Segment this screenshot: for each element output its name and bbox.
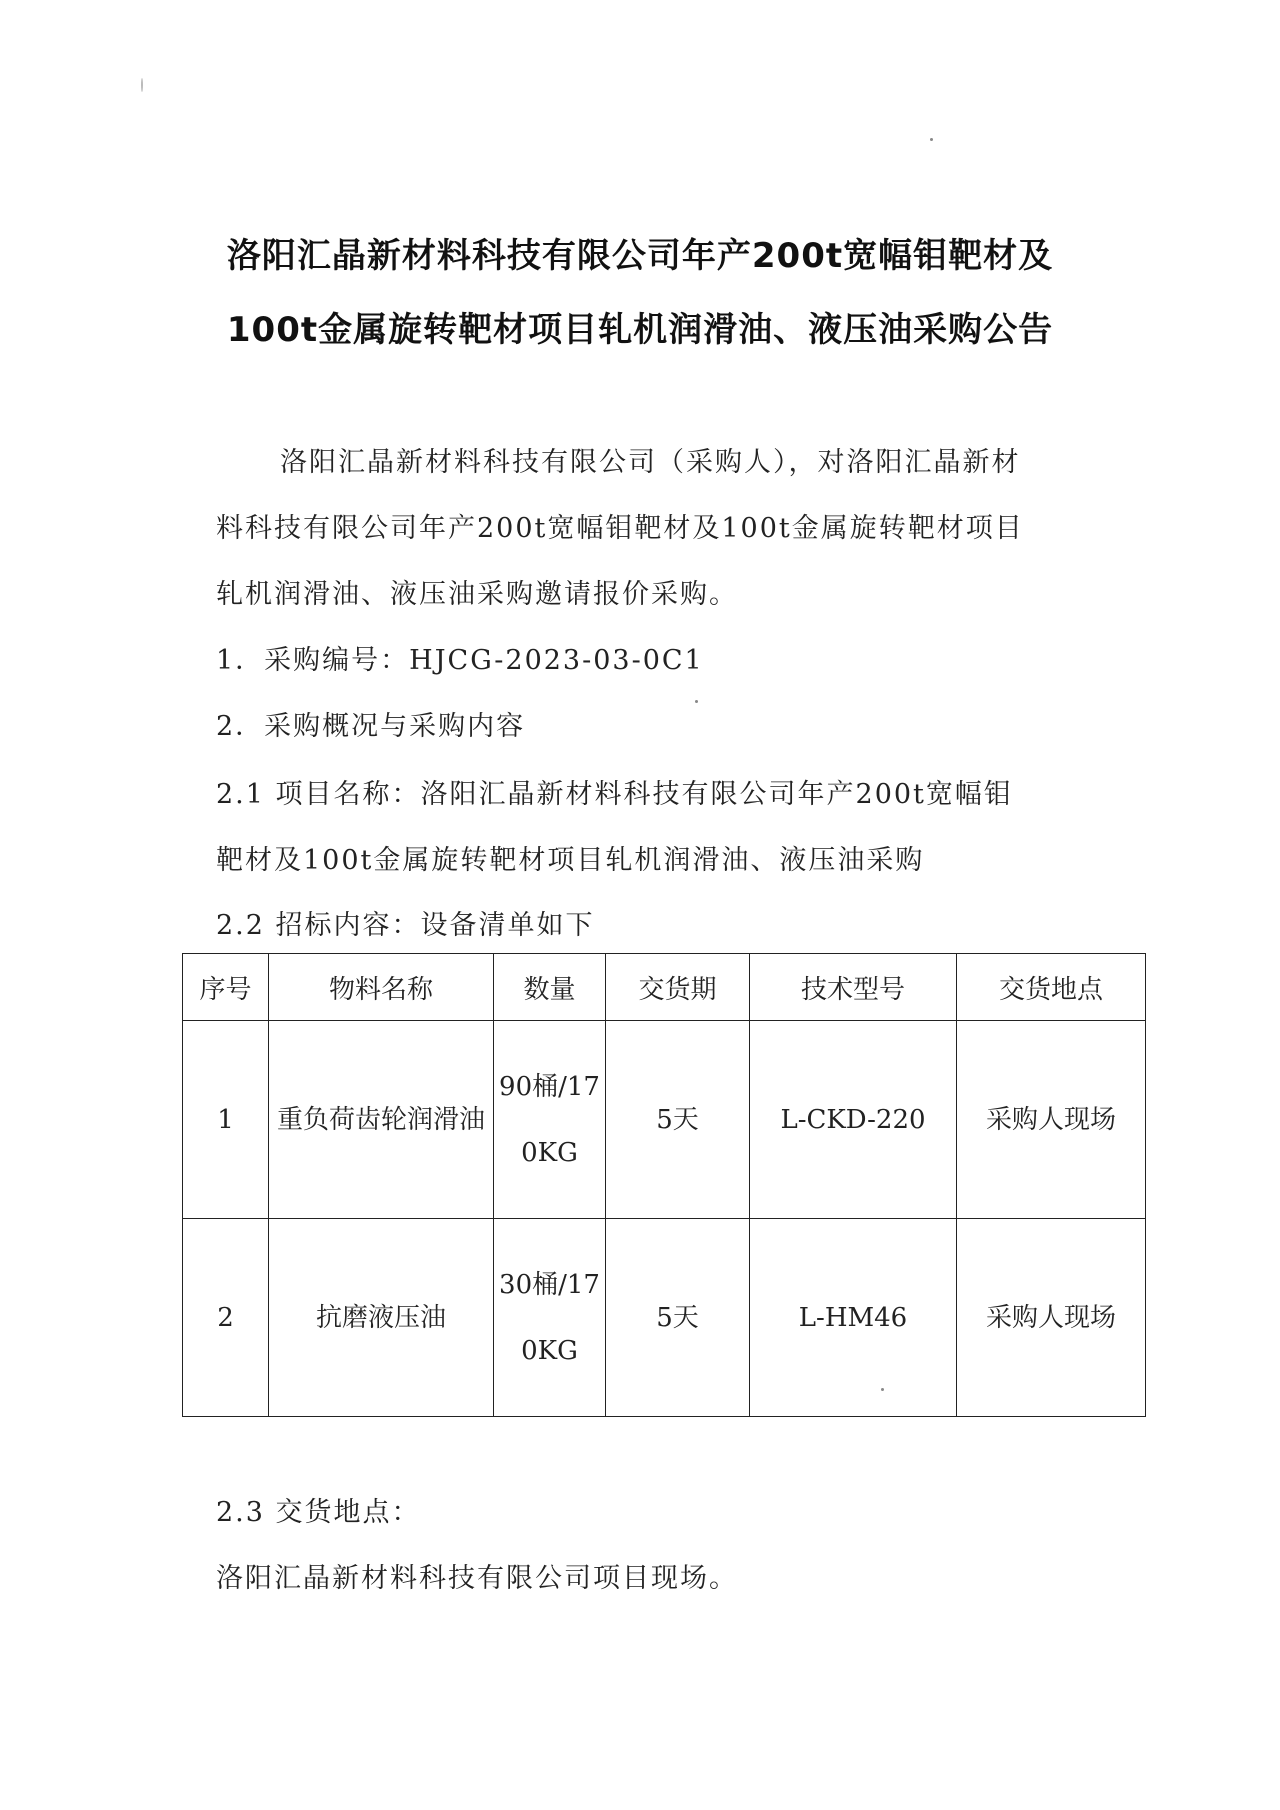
equipment-table [182, 953, 1146, 1417]
intro-paragraph-line-3: 轧机润滑油、液压油采购邀请报价采购。 [216, 579, 738, 610]
row-quantity: 30桶/170KG [494, 1219, 606, 1417]
row-model: L-HM46 [750, 1219, 957, 1417]
header-delivery-place: 交货地点 [957, 954, 1146, 1021]
document-title-line-2: 100t金属旋转靶材项目轧机润滑油、液压油采购公告 [226, 310, 1054, 350]
row-delivery-place: 采购人现场 [957, 1219, 1146, 1417]
project-name-line-1: 2.1 项目名称：洛阳汇晶新材料科技有限公司年产200t宽幅钼 [216, 779, 1013, 810]
scan-speck [141, 78, 143, 92]
row-serial: 2 [183, 1219, 269, 1417]
document-title-line-1: 洛阳汇晶新材料科技有限公司年产200t宽幅钼靶材及 [226, 236, 1054, 276]
intro-paragraph-line-1: 洛阳汇晶新材料科技有限公司（采购人），对洛阳汇晶新材 [280, 447, 1021, 478]
header-delivery-period: 交货期 [606, 954, 750, 1021]
section-2-heading: 2．采购概况与采购内容 [216, 711, 526, 742]
header-quantity: 数量 [494, 954, 606, 1021]
header-material-name: 物料名称 [269, 954, 494, 1021]
table-row [183, 1219, 1146, 1417]
header-serial: 序号 [183, 954, 269, 1021]
table-header-row [183, 954, 1146, 1021]
row-quantity: 90桶/170KG [494, 1021, 606, 1219]
procurement-number: 1．采购编号：HJCG-2023-03-0C1 [216, 645, 704, 676]
delivery-location-heading: 2.3 交货地点： [216, 1497, 421, 1528]
row-serial: 1 [183, 1021, 269, 1219]
tender-content: 2.2 招标内容：设备清单如下 [216, 910, 595, 941]
row-delivery-period: 5天 [606, 1219, 750, 1417]
intro-paragraph-line-2: 料科技有限公司年产200t宽幅钼靶材及100t金属旋转靶材项目 [216, 513, 1024, 544]
row-material-name: 重负荷齿轮润滑油 [269, 1021, 494, 1219]
row-delivery-period: 5天 [606, 1021, 750, 1219]
project-name-line-2: 靶材及100t金属旋转靶材项目轧机润滑油、液压油采购 [216, 845, 925, 876]
row-delivery-place: 采购人现场 [957, 1021, 1146, 1219]
scan-speck [881, 1388, 884, 1391]
scan-speck [930, 138, 933, 141]
scan-speck [695, 700, 698, 703]
delivery-location-text: 洛阳汇晶新材料科技有限公司项目现场。 [216, 1563, 738, 1594]
row-material-name: 抗磨液压油 [269, 1219, 494, 1417]
header-model: 技术型号 [750, 954, 957, 1021]
table-row [183, 1021, 1146, 1219]
row-model: L-CKD-220 [750, 1021, 957, 1219]
